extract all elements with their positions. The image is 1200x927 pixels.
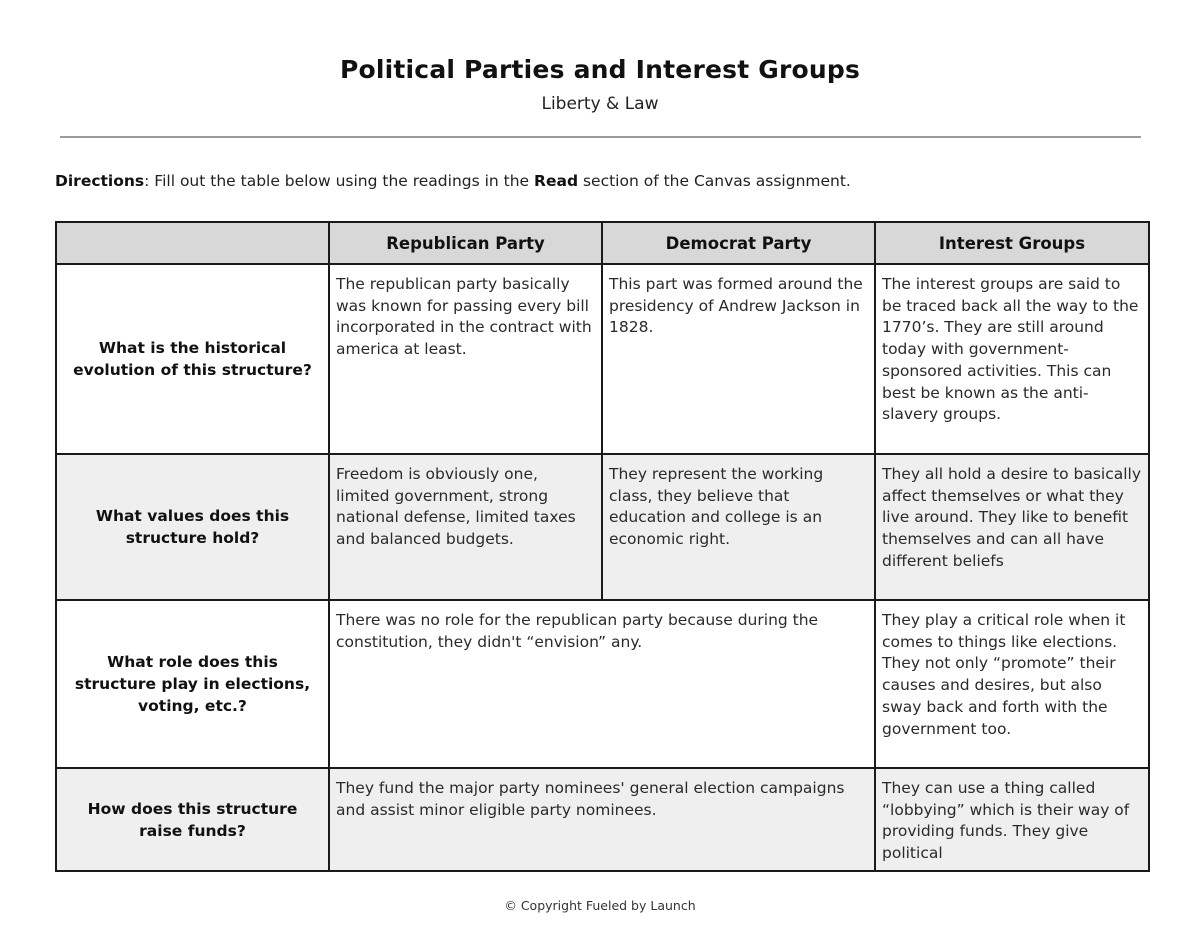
worksheet-table bbox=[55, 221, 1150, 872]
answer-cell-republican[interactable] bbox=[329, 264, 602, 454]
copyright-footer: © Copyright Fueled by Launch bbox=[504, 898, 696, 913]
row-question-cell bbox=[56, 768, 329, 871]
directions-text-part-1: : Fill out the table below using the readings in the bbox=[144, 172, 535, 190]
row-question-cell bbox=[56, 264, 329, 454]
table-header-row bbox=[56, 222, 1149, 264]
answer-cell-democrat[interactable] bbox=[602, 264, 875, 454]
page-title: Political Parties and Interest Groups bbox=[339, 55, 861, 84]
answer-cell-interest-groups[interactable] bbox=[875, 768, 1149, 871]
answer-text: They represent the working class, they believe that education and college is an economic right. bbox=[609, 465, 824, 549]
answer-text: They all hold a desire to basically affect themselves or what they live around. They like to benefit themselves and can all have different beliefs bbox=[882, 465, 1142, 570]
directions-text bbox=[55, 172, 1145, 190]
answer-cell-interest-groups[interactable] bbox=[875, 264, 1149, 454]
table-row bbox=[56, 264, 1149, 454]
column-header-democrat: Democrat Party bbox=[602, 222, 875, 264]
answer-text: The republican party basically was known for passing every bill incorporated in the contract with america at least. bbox=[336, 275, 592, 359]
column-header-interest-groups: Interest Groups bbox=[875, 222, 1149, 264]
row-question-funds: How does this structure raise funds? bbox=[87, 799, 298, 840]
table-row bbox=[56, 768, 1149, 871]
answer-text: The interest groups are said to be traced back all the way to the 1770’s. They are still around today with government-sponsored activities. This can best be known as the anti-slavery groups. bbox=[882, 275, 1139, 424]
answer-cell-interest-groups[interactable] bbox=[875, 454, 1149, 600]
answer-cell-parties-combined[interactable] bbox=[329, 768, 875, 871]
answer-text: They play a critical role when it comes to things like elections. They not only “promote” their causes and desires, but also sway back and forth with the government too. bbox=[882, 611, 1126, 738]
table-row bbox=[56, 454, 1149, 600]
header-divider bbox=[60, 136, 1141, 138]
answer-text: They can use a thing called “lobbying” which is their way of providing funds. They give political bbox=[882, 779, 1130, 863]
answer-text: Freedom is obviously one, limited government, strong national defense, limited taxes and balanced budgets. bbox=[336, 465, 576, 549]
answer-text: This part was formed around the presidency of Andrew Jackson in 1828. bbox=[609, 275, 863, 337]
row-question-values: What values does this structure hold? bbox=[95, 507, 290, 547]
directions-label: Directions bbox=[55, 172, 145, 190]
row-question-cell bbox=[56, 600, 329, 768]
answer-cell-interest-groups[interactable] bbox=[875, 600, 1149, 768]
row-question-cell bbox=[56, 454, 329, 600]
page-subtitle: Liberty & Law bbox=[541, 94, 659, 114]
directions-read-emphasis: Read bbox=[534, 172, 579, 190]
row-question-elections: What role does this structure play in elections, voting, etc.? bbox=[74, 653, 311, 715]
answer-text: They fund the major party nominees' general election campaigns and assist minor eligible party nominees. bbox=[336, 779, 845, 819]
table-row bbox=[56, 600, 1149, 768]
answer-text: There was no role for the republican party because during the constitution, they didn't “envision” any. bbox=[336, 611, 819, 651]
row-question-historical: What is the historical evolution of this structure? bbox=[73, 339, 312, 379]
directions-text-part-2: section of the Canvas assignment. bbox=[578, 172, 851, 190]
answer-cell-democrat[interactable] bbox=[602, 454, 875, 600]
answer-cell-republican[interactable] bbox=[329, 454, 602, 600]
column-header-republican: Republican Party bbox=[329, 222, 602, 264]
corner-header-cell bbox=[56, 222, 329, 264]
answer-cell-parties-combined[interactable] bbox=[329, 600, 875, 768]
